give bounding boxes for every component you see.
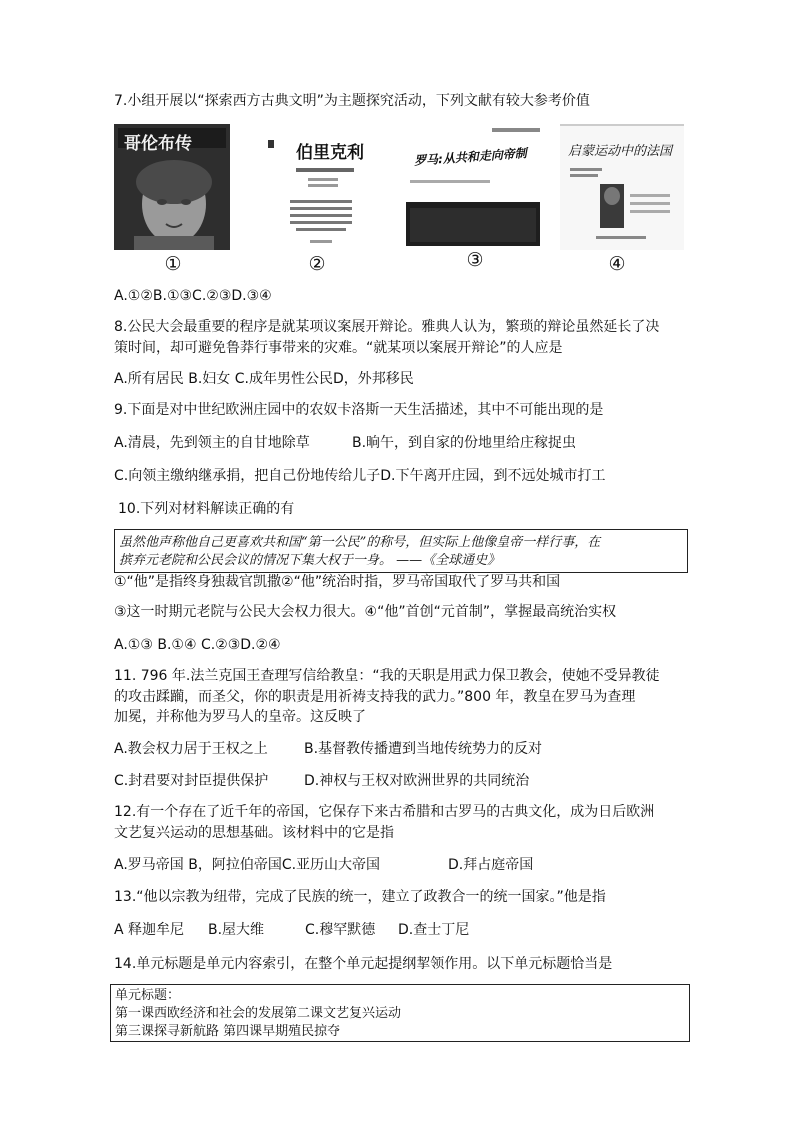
q11-option-a: A.教会权力居于王权之上	[114, 741, 268, 757]
q14-stem: 14.单元标题是单元内容索引，在整个单元起提纲挈领作用。以下单元标题恰当是	[114, 956, 613, 972]
q13-option-d: D.查士丁尼	[398, 922, 470, 938]
q11-option-b: B.基督教传播遭到当地传统势力的反对	[304, 741, 543, 757]
q9-option-a: A.清晨，先到领主的自甘地除草	[114, 435, 310, 451]
q11-option-c: C.封君要对封臣提供保护	[114, 773, 269, 789]
q13-option-b: B.屋大维	[208, 922, 265, 938]
q8-options: A.所有居民 B.妇女 C.成年男性公民D，外邦移民	[114, 371, 414, 387]
q10-quote-line2: 摈弃元老院和公民会议的情况下集大权于一身。 ——《全球通史》	[119, 553, 501, 568]
q8-stem-line2: 策时间，却可避免鲁莽行事带来的灾难。“就某项以案展开辩论”的人应是	[114, 340, 563, 356]
q13-stem: 13.“他以宗教为纽带，完成了民族的统一，建立了政教合一的统一国家。”他是指	[114, 889, 606, 905]
q12-stem-line1: 12.有一个存在了近千年的帝国，它保存下来古希腊和古罗马的古典文化，成为日后欧洲	[114, 804, 655, 820]
q10-item-line1: ①“他”是指终身独裁官凯撒②“他”统治时指，罗马帝国取代了罗马共和国	[114, 574, 561, 590]
q13-option-c: C.穆罕默德	[305, 922, 376, 938]
q11-stem-line3: 加冕，并称他为罗马人的皇帝。这反映了	[114, 709, 366, 725]
q11-option-d: D.神权与王权对欧洲世界的共同统治	[304, 773, 530, 789]
q12-stem-line2: 文艺复兴运动的思想基础。该材料中的它是指	[114, 825, 394, 841]
q10-item-line2: ③这一时期元老院与公民大会权力很大。④“他”首创“元首制”，掌握最高统治实权	[114, 604, 617, 620]
q12-options-abc: A.罗马帝国 B，阿拉伯帝国C.亚历山大帝国	[114, 857, 381, 873]
q7-options: A.①②B.①③C.②③D.③④	[114, 288, 272, 304]
q14-unit-title-box	[110, 984, 690, 1042]
q14-box-heading: 单元标题：	[115, 988, 181, 1003]
book-cover-1	[114, 124, 230, 250]
book-number-2: ②	[308, 253, 326, 275]
q10-options: A.①③ B.①④ C.②③D.②④	[114, 637, 281, 653]
q10-stem: 10.下列对材料解读正确的有	[118, 501, 295, 517]
q9-option-c-d: C.向领主缴纳继承捐，把自己份地传给儿子D.下午离开庄园，到不远处城市打工	[114, 468, 606, 484]
book-cover-2	[262, 124, 380, 250]
q14-box-line1: 第一课西欧经济和社会的发展第二课文艺复兴运动	[115, 1006, 402, 1021]
book-cover-3	[400, 124, 544, 250]
book-cover-4	[560, 124, 684, 250]
q12-option-d: D.拜占庭帝国	[448, 857, 534, 873]
book-red-image	[400, 124, 544, 250]
q7-stem: 7.小组开展以“探索西方古典文明”为主题探究活动，下列文献有较大参考价值	[114, 93, 590, 109]
q14-box-line2: 第三课探寻新航路 第四课早期殖民掠夺	[115, 1024, 341, 1039]
q10-quote-line1: 虽然他声称他自己更喜欢共和国“第一公民”的称号，但实际上他像皇帝一样行事，在	[119, 535, 601, 550]
q11-stem-line2: 的攻击蹂躏，而圣父，你的职责是用祈祷支持我的武力。”800 年，教皇在罗马为查理	[114, 689, 636, 705]
book-title-3: 罗马:从共和走向帝制	[413, 146, 528, 168]
book-number-4: ④	[608, 253, 626, 275]
book-title-1: 哥伦布传	[124, 134, 192, 154]
q8-stem-line1: 8.公民大会最重要的程序是就某项议案展开辩论。雅典人认为，繁琐的辩论虽然延长了决	[114, 319, 660, 335]
q9-option-b: B.晌午，到自家的份地里给庄稼捉虫	[352, 435, 577, 451]
q10-quote-box	[114, 529, 688, 573]
book-title-4: 启蒙运动中的法国	[568, 144, 673, 159]
q9-stem: 9.下面是对中世纪欧洲庄园中的农奴卡洛斯一天生活描述，其中不可能出现的是	[114, 402, 604, 418]
book-title-2: 伯里克利	[296, 143, 364, 163]
q11-stem-line1: 11. 796 年.法兰克国王查理写信给教皇：“我的天职是用武力保卫教会，使她不受异教徒	[114, 668, 660, 684]
book-number-3: ③	[466, 249, 484, 271]
book-number-1: ①	[164, 253, 182, 275]
q13-option-a: A 释迦牟尼	[114, 922, 185, 938]
